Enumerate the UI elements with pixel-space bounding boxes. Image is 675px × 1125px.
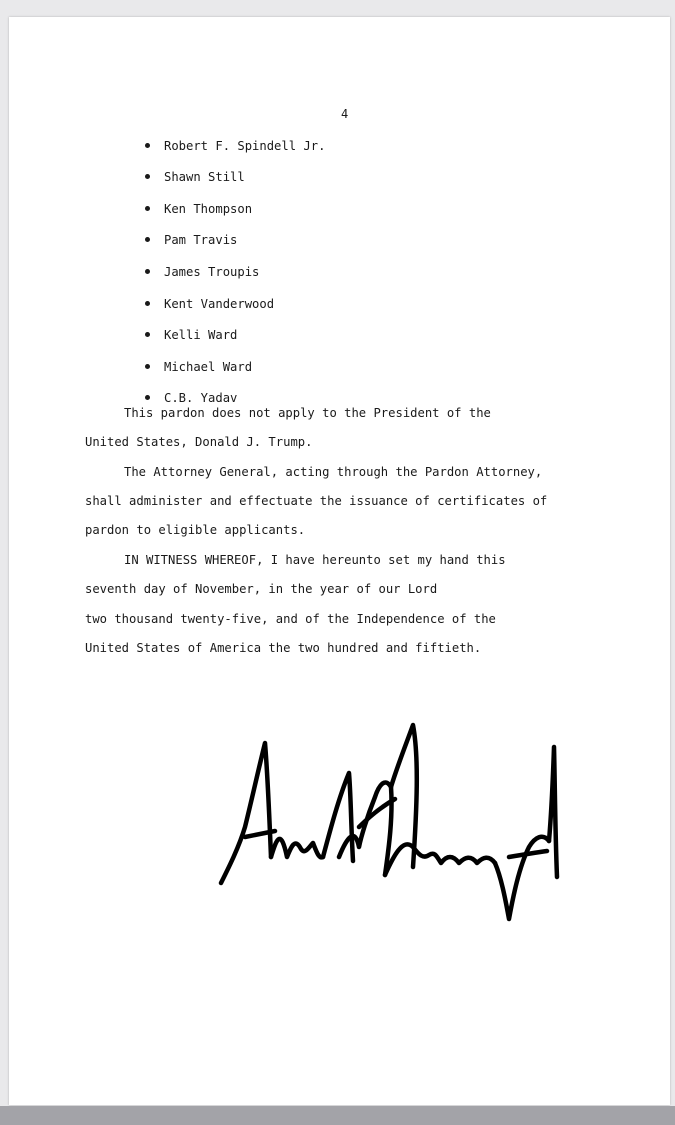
name-text: Shawn Still (164, 170, 245, 184)
list-item (145, 328, 237, 348)
paragraph-line: IN WITNESS WHEREOF, I have hereunto set my hand this (124, 553, 506, 567)
name-text: Kent Vanderwood (164, 297, 275, 311)
list-item (145, 233, 237, 253)
bullet-icon (145, 237, 150, 242)
list-item (145, 202, 252, 222)
bullet-icon (145, 301, 150, 306)
name-text: Ken Thompson (164, 202, 253, 216)
document-page (9, 17, 670, 1105)
paragraph-line: two thousand twenty-five, and of the Independence of the (85, 612, 496, 626)
paragraph-line: United States of America the two hundred and fiftieth. (85, 641, 482, 655)
paragraph-line: The Attorney General, acting through the Pardon Attorney, (124, 465, 543, 479)
page-number: 4 (341, 107, 349, 121)
signature-image (209, 707, 579, 937)
name-text: Pam Travis (164, 233, 238, 247)
list-item (145, 170, 245, 190)
name-text: Robert F. Spindell Jr. (164, 139, 326, 153)
viewer-bottom-bar (0, 1106, 675, 1125)
list-item (145, 265, 259, 285)
name-text: James Troupis (164, 265, 260, 279)
bullet-icon (145, 332, 150, 337)
bullet-icon (145, 143, 150, 148)
paragraph-line: pardon to eligible applicants. (85, 523, 306, 537)
bullet-icon (145, 269, 150, 274)
paragraph-line: United States, Donald J. Trump. (85, 435, 313, 449)
name-text: Michael Ward (164, 360, 253, 374)
name-text: C.B. Yadav (164, 391, 238, 405)
bullet-icon (145, 395, 150, 400)
list-item (145, 360, 252, 380)
paragraph-line: seventh day of November, in the year of our Lord (85, 582, 438, 596)
paragraph-line: shall administer and effectuate the issuance of certificates of (85, 494, 548, 508)
bullet-icon (145, 174, 150, 179)
bullet-icon (145, 206, 150, 211)
list-item (145, 297, 274, 317)
bullet-icon (145, 364, 150, 369)
paragraph-line: This pardon does not apply to the President of the (124, 406, 491, 420)
name-text: Kelli Ward (164, 328, 238, 342)
list-item (145, 139, 325, 159)
